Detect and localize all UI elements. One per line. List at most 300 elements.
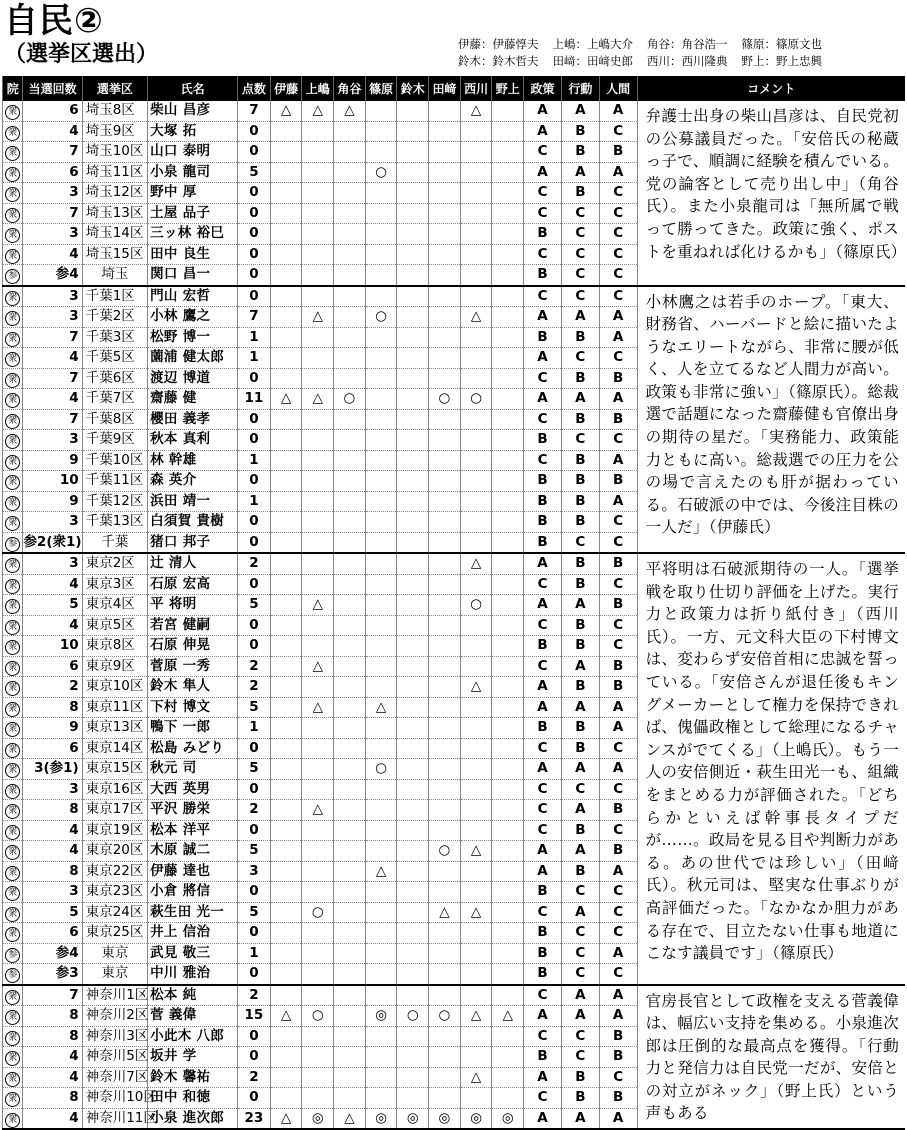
rating-mark-cell [460, 327, 492, 348]
name-cell: 平 将明 [148, 595, 238, 616]
grade-cell: B [561, 1067, 599, 1088]
grade-cell: C [524, 902, 562, 923]
name-cell: 田中 和徳 [148, 1088, 238, 1109]
terms-cell: 7 [23, 368, 82, 389]
grade-cell: A [599, 101, 637, 121]
table-row [3, 553, 906, 574]
district-cell: 東京 [82, 964, 147, 985]
column-header: 上嶋 [302, 76, 334, 101]
name-cell: 鈴木 馨祐 [148, 1067, 238, 1088]
terms-cell: 9 [23, 450, 82, 471]
rating-mark-cell [429, 327, 461, 348]
chamber-cell [3, 882, 23, 903]
points-cell: 5 [238, 697, 271, 718]
terms-cell: 4 [23, 389, 82, 410]
rating-mark-cell [302, 491, 334, 512]
grade-cell: A [524, 121, 562, 142]
rating-mark-cell: △ [460, 902, 492, 923]
rating-mark-cell [397, 532, 429, 553]
rating-mark-cell [365, 244, 397, 265]
grade-cell: A [524, 677, 562, 698]
rating-mark-cell [397, 943, 429, 964]
chamber-badge: 衆 [5, 228, 20, 243]
grade-cell: C [561, 1026, 599, 1047]
grade-cell: A [524, 861, 562, 882]
rating-mark-cell: △ [270, 1108, 302, 1129]
rating-mark-cell [270, 820, 302, 841]
rating-mark-cell [365, 409, 397, 430]
rating-mark-cell [302, 265, 334, 286]
rating-mark-cell [270, 244, 302, 265]
rating-mark-cell [302, 286, 334, 307]
name-cell: 浜田 靖一 [148, 491, 238, 512]
district-cell: 埼玉 [82, 265, 147, 286]
rating-mark-cell [429, 820, 461, 841]
chamber-cell [3, 307, 23, 328]
chamber-badge: 衆 [5, 784, 20, 799]
rating-mark-cell [429, 183, 461, 204]
grade-cell: A [599, 307, 637, 328]
name-cell: 小泉 龍司 [148, 162, 238, 183]
rating-mark-cell: ○ [302, 902, 334, 923]
points-cell: 0 [238, 203, 271, 224]
rating-mark-cell [270, 861, 302, 882]
points-cell: 7 [238, 307, 271, 328]
rating-mark-cell [365, 491, 397, 512]
points-cell: 23 [238, 1108, 271, 1129]
rating-mark-cell [397, 244, 429, 265]
chamber-cell [3, 923, 23, 944]
rating-mark-cell: ◎ [365, 1006, 397, 1027]
terms-cell: 3 [23, 183, 82, 204]
column-header: 角谷 [334, 76, 366, 101]
chamber-badge: 衆 [5, 681, 20, 696]
rating-mark-cell [270, 327, 302, 348]
rating-mark-cell [302, 759, 334, 780]
chamber-badge: 衆 [5, 332, 20, 347]
rating-mark-cell [460, 142, 492, 163]
grade-cell: B [561, 1088, 599, 1109]
rating-mark-cell [270, 265, 302, 286]
rating-mark-cell [429, 307, 461, 328]
rating-mark-cell [270, 779, 302, 800]
rating-mark-cell [492, 759, 524, 780]
terms-cell: 参4 [23, 265, 82, 286]
grade-cell: C [599, 574, 637, 595]
rating-mark-cell [397, 450, 429, 471]
chamber-cell [3, 389, 23, 410]
rating-mark-cell [492, 471, 524, 492]
rating-mark-cell [270, 368, 302, 389]
rating-mark-cell [302, 964, 334, 985]
grade-cell: A [561, 1006, 599, 1027]
chamber-cell [3, 101, 23, 121]
rating-mark-cell [460, 491, 492, 512]
rating-mark-cell [492, 697, 524, 718]
rating-mark-cell: ◎ [365, 1108, 397, 1129]
rating-mark-cell [334, 307, 366, 328]
name-cell: 井上 信治 [148, 923, 238, 944]
rating-mark-cell [302, 1047, 334, 1068]
chamber-badge: 衆 [5, 1051, 20, 1066]
rating-mark-cell [429, 450, 461, 471]
rating-mark-cell [365, 923, 397, 944]
chamber-cell [3, 902, 23, 923]
grade-cell: C [599, 183, 637, 204]
grade-cell: A [561, 101, 599, 121]
grade-cell: B [561, 615, 599, 636]
rating-mark-cell [492, 1067, 524, 1088]
district-cell: 千葉5区 [82, 348, 147, 369]
rating-mark-cell [365, 677, 397, 698]
rating-mark-cell [492, 532, 524, 553]
chamber-cell [3, 677, 23, 698]
rating-mark-cell [460, 368, 492, 389]
rating-mark-cell [492, 820, 524, 841]
chamber-badge: 衆 [5, 414, 20, 429]
grade-cell: C [599, 882, 637, 903]
column-header: 政策 [524, 76, 562, 101]
chamber-cell [3, 430, 23, 451]
district-cell: 東京5区 [82, 615, 147, 636]
rating-mark-cell [334, 512, 366, 533]
rating-mark-cell: △ [302, 307, 334, 328]
rating-mark-cell [429, 1026, 461, 1047]
chamber-cell [3, 450, 23, 471]
rating-mark-cell [460, 759, 492, 780]
terms-cell: 5 [23, 902, 82, 923]
rating-mark-cell: ◎ [429, 1108, 461, 1129]
rating-mark-cell [429, 121, 461, 142]
rating-mark-cell [365, 779, 397, 800]
rating-mark-cell [270, 636, 302, 657]
rating-mark-cell [397, 471, 429, 492]
rating-mark-cell [365, 595, 397, 616]
rating-mark-cell [334, 430, 366, 451]
rating-mark-cell: △ [302, 389, 334, 410]
grade-cell: B [561, 471, 599, 492]
district-cell: 千葉6区 [82, 368, 147, 389]
name-cell: 小林 鷹之 [148, 307, 238, 328]
district-cell: 東京3区 [82, 574, 147, 595]
rating-mark-cell [397, 902, 429, 923]
rating-mark-cell [429, 738, 461, 759]
grade-cell: C [524, 450, 562, 471]
rating-mark-cell: ○ [429, 841, 461, 862]
rating-mark-cell [492, 985, 524, 1006]
grade-cell: C [561, 964, 599, 985]
district-cell: 東京11区 [82, 697, 147, 718]
district-cell: 東京22区 [82, 861, 147, 882]
rating-mark-cell [429, 142, 461, 163]
grade-cell: A [561, 902, 599, 923]
points-cell: 0 [238, 286, 271, 307]
grade-cell: A [599, 861, 637, 882]
grade-cell: C [524, 1026, 562, 1047]
rating-mark-cell [492, 656, 524, 677]
rating-mark-cell [460, 286, 492, 307]
rating-mark-cell [302, 327, 334, 348]
rating-mark-cell [492, 718, 524, 739]
rating-mark-cell [302, 203, 334, 224]
column-header: コメント [637, 76, 905, 101]
legend-item: 鈴木：鈴木哲夫 [458, 54, 539, 68]
rating-mark-cell [365, 985, 397, 1006]
rating-mark-cell [460, 820, 492, 841]
rating-mark-cell [365, 512, 397, 533]
district-cell: 東京13区 [82, 718, 147, 739]
rating-mark-cell [492, 409, 524, 430]
rating-mark-cell [365, 1067, 397, 1088]
terms-cell: 6 [23, 656, 82, 677]
points-cell: 0 [238, 923, 271, 944]
grade-cell: B [599, 553, 637, 574]
rating-mark-cell [397, 101, 429, 121]
rating-mark-cell [302, 841, 334, 862]
grade-cell: C [524, 574, 562, 595]
rating-mark-cell [460, 1047, 492, 1068]
points-cell: 11 [238, 389, 271, 410]
name-cell: 齋藤 健 [148, 389, 238, 410]
points-cell: 0 [238, 121, 271, 142]
rating-mark-cell [492, 183, 524, 204]
chamber-cell [3, 800, 23, 821]
grade-cell: B [599, 656, 637, 677]
chamber-cell [3, 964, 23, 985]
rating-mark-cell [460, 430, 492, 451]
rating-mark-cell [429, 923, 461, 944]
name-cell: 小倉 將信 [148, 882, 238, 903]
rating-mark-cell [365, 656, 397, 677]
rating-mark-cell [397, 327, 429, 348]
grade-cell: B [561, 450, 599, 471]
points-cell: 0 [238, 368, 271, 389]
grade-cell: B [599, 1026, 637, 1047]
legend-row [458, 36, 904, 53]
chamber-cell [3, 841, 23, 862]
rating-mark-cell [302, 409, 334, 430]
chamber-badge: 衆 [5, 1072, 20, 1087]
rating-mark-cell [334, 203, 366, 224]
column-header: 当選回数 [23, 76, 82, 101]
district-cell: 千葉3区 [82, 327, 147, 348]
rating-mark-cell [492, 101, 524, 121]
grade-cell: B [561, 574, 599, 595]
rating-mark-cell [492, 512, 524, 533]
points-cell: 0 [238, 142, 271, 163]
grade-cell: C [599, 348, 637, 369]
grade-cell: C [599, 964, 637, 985]
column-header: 鈴木 [397, 76, 429, 101]
terms-cell: 3(参1) [23, 759, 82, 780]
table-row [3, 101, 906, 121]
chamber-cell [3, 368, 23, 389]
rating-mark-cell [365, 902, 397, 923]
comment-cell: 平将明は石破派期待の一人。「選挙戦を取り仕切り評価を上げた。実行力と政策力は折り紙付き」（西川氏）。一方、元文科大臣の下村博文は、変わらず安倍首相に忠誠を誓っている。「安倍さんが退任後もキングメーカーとして権力を保持できれば、傀儡政権として総理になるチャンスがでてくる」（上嶋氏）。もう一人の安倍側近・萩生田光一も、組織をまとめる力が評価された。「どちらかといえば幹事長タイプだが……。政局を見る目や判断力がある。あの世代では珍しい」（田﨑氏）。秋元司は、堅実な仕事ぶりが高評価だった。「なかなか胆力がある存在で、目立たない仕事も地道にこなす議員です」（篠原氏） [637, 553, 905, 985]
district-cell: 東京24区 [82, 902, 147, 923]
rating-mark-cell [429, 491, 461, 512]
district-cell: 埼玉13区 [82, 203, 147, 224]
district-cell: 埼玉12区 [82, 183, 147, 204]
column-header: 伊藤 [270, 76, 302, 101]
rating-mark-cell [492, 923, 524, 944]
chamber-badge: 衆 [5, 167, 20, 182]
rating-mark-cell [365, 1026, 397, 1047]
rating-mark-cell [397, 759, 429, 780]
district-cell: 千葉13区 [82, 512, 147, 533]
header-row [3, 76, 906, 101]
chamber-cell [3, 595, 23, 616]
name-cell: 柴山 昌彦 [148, 101, 238, 121]
legend-item: 角谷：角谷浩一 [647, 37, 728, 51]
rating-mark-cell: △ [334, 101, 366, 121]
rating-mark-cell [429, 368, 461, 389]
legend-item: 田﨑：田﨑史郎 [552, 54, 633, 68]
rating-mark-cell [270, 491, 302, 512]
grade-cell: C [561, 224, 599, 245]
name-cell: 松島 みどり [148, 738, 238, 759]
grade-cell: A [524, 697, 562, 718]
chamber-cell [3, 512, 23, 533]
name-cell: 櫻田 義孝 [148, 409, 238, 430]
grade-cell: A [524, 759, 562, 780]
rating-mark-cell [492, 964, 524, 985]
chamber-cell [3, 697, 23, 718]
grade-cell: A [524, 307, 562, 328]
rating-mark-cell [334, 471, 366, 492]
rating-mark-cell [270, 841, 302, 862]
grade-cell: A [599, 943, 637, 964]
rating-mark-cell [492, 244, 524, 265]
grade-cell: C [561, 286, 599, 307]
rating-mark-cell [460, 1026, 492, 1047]
points-cell: 1 [238, 491, 271, 512]
rating-mark-cell [460, 203, 492, 224]
rating-mark-cell [460, 574, 492, 595]
name-cell: 白須賀 貴樹 [148, 512, 238, 533]
grade-cell: C [599, 286, 637, 307]
rating-mark-cell [270, 923, 302, 944]
name-cell: 関口 昌一 [148, 265, 238, 286]
points-cell: 15 [238, 1006, 271, 1027]
grade-cell: B [561, 636, 599, 657]
column-header: 行動 [561, 76, 599, 101]
terms-cell: 8 [23, 800, 82, 821]
rating-mark-cell [492, 1088, 524, 1109]
points-cell: 1 [238, 327, 271, 348]
chamber-cell [3, 409, 23, 430]
points-cell: 0 [238, 964, 271, 985]
points-cell: 0 [238, 1047, 271, 1068]
grade-cell: B [561, 491, 599, 512]
rating-mark-cell: △ [334, 1108, 366, 1129]
rating-mark-cell: △ [270, 1006, 302, 1027]
rating-mark-cell [429, 224, 461, 245]
rating-mark-cell [334, 800, 366, 821]
points-cell: 7 [238, 101, 271, 121]
legend-item: 西川：西川隆典 [647, 54, 728, 68]
rating-mark-cell [429, 595, 461, 616]
points-cell: 0 [238, 532, 271, 553]
rating-mark-cell: ◎ [397, 1108, 429, 1129]
grade-cell: C [524, 368, 562, 389]
district-cell: 埼玉15区 [82, 244, 147, 265]
rating-mark-cell [334, 697, 366, 718]
rating-mark-cell [302, 677, 334, 698]
rating-mark-cell [334, 718, 366, 739]
grade-cell: A [599, 327, 637, 348]
grade-cell: A [524, 1108, 562, 1129]
district-cell: 千葉10区 [82, 450, 147, 471]
page-title: 自民② [4, 1, 104, 41]
name-cell: 野中 厚 [148, 183, 238, 204]
rating-mark-cell [334, 327, 366, 348]
rating-mark-cell [334, 450, 366, 471]
district-cell: 東京25区 [82, 923, 147, 944]
rating-mark-cell [460, 265, 492, 286]
chamber-badge: 衆 [5, 990, 20, 1005]
rating-mark-cell [429, 985, 461, 1006]
terms-cell: 4 [23, 1108, 82, 1129]
rating-mark-cell [302, 1026, 334, 1047]
rating-mark-cell [365, 1088, 397, 1109]
rating-mark-cell [397, 512, 429, 533]
chamber-badge: 衆 [5, 763, 20, 778]
rating-mark-cell [270, 800, 302, 821]
points-cell: 5 [238, 162, 271, 183]
legend-item: 伊藤：伊藤惇夫 [458, 37, 539, 51]
district-cell: 東京17区 [82, 800, 147, 821]
grade-cell: C [599, 636, 637, 657]
rating-mark-cell [492, 861, 524, 882]
chamber-badge: 衆 [5, 1010, 20, 1025]
chamber-badge: 衆 [5, 434, 20, 449]
points-cell: 2 [238, 656, 271, 677]
chamber-cell [3, 471, 23, 492]
name-cell: 猪口 邦子 [148, 532, 238, 553]
grade-cell: C [599, 779, 637, 800]
chamber-cell [3, 943, 23, 964]
points-cell: 2 [238, 677, 271, 698]
grade-cell: A [599, 985, 637, 1006]
district-cell: 東京 [82, 943, 147, 964]
rating-mark-cell [397, 409, 429, 430]
rating-mark-cell [397, 348, 429, 369]
rating-mark-cell [334, 224, 366, 245]
rating-mark-cell [397, 615, 429, 636]
rating-mark-cell: △ [302, 101, 334, 121]
rating-mark-cell [302, 820, 334, 841]
grade-cell: A [524, 389, 562, 410]
district-cell: 千葉8区 [82, 409, 147, 430]
grade-cell: B [524, 1047, 562, 1068]
chamber-badge: 衆 [5, 455, 20, 470]
politician-evaluation-table [2, 76, 905, 1130]
rating-mark-cell [270, 224, 302, 245]
terms-cell: 6 [23, 162, 82, 183]
rating-mark-cell [270, 512, 302, 533]
district-cell: 埼玉9区 [82, 121, 147, 142]
chamber-cell [3, 574, 23, 595]
rating-mark-cell [270, 985, 302, 1006]
grade-cell: A [524, 553, 562, 574]
legend-item: 上嶋：上嶋大介 [552, 37, 633, 51]
chamber-cell [3, 348, 23, 369]
rating-mark-cell [429, 286, 461, 307]
rating-mark-cell [492, 265, 524, 286]
points-cell: 1 [238, 943, 271, 964]
rating-mark-cell [365, 718, 397, 739]
